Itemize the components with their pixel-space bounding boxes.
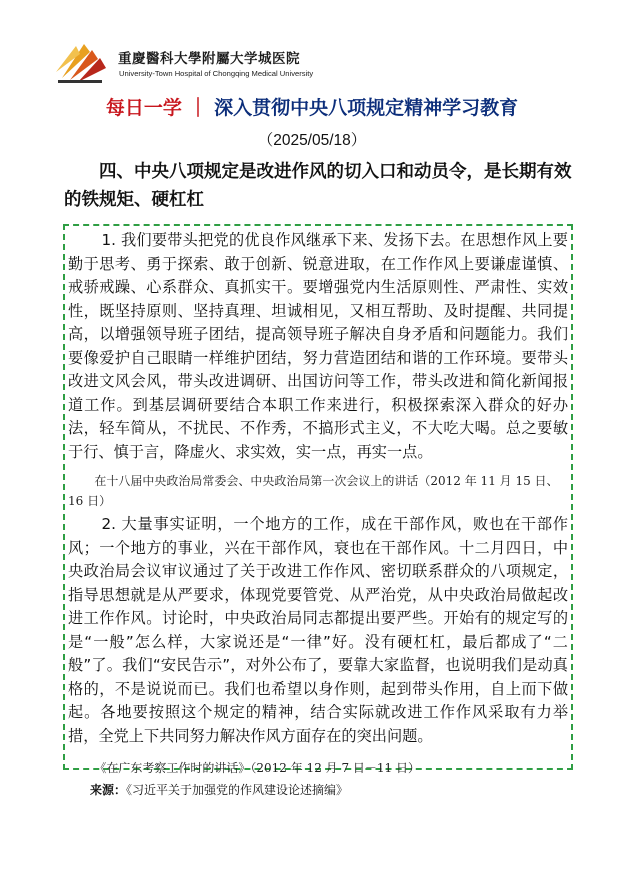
source-line xyxy=(90,781,348,798)
title-main: 深入贯彻中央八项规定精神学习教育 xyxy=(214,97,519,119)
hospital-logo-icon xyxy=(56,42,106,84)
publish-date: （2025/05/18） xyxy=(257,132,367,149)
title-lead: 每日一学 xyxy=(105,97,182,119)
org-name-cn: 重慶醫科大學附屬大学城医院 xyxy=(118,51,300,67)
citation-1: 在十八届中央政治局常委会、中央政治局第一次会议上的讲话（2012 年 11 月 15 日、16 日） xyxy=(68,474,559,508)
title-separator: ｜ xyxy=(188,97,208,119)
hospital-header xyxy=(56,38,356,88)
page-title xyxy=(0,93,624,120)
paragraph-2: 2. 大量事实证明，一个地方的工作，成在干部作风，败也在干部作风；一个地方的事业，兴在干部作风，衰也在干部作风。十二月四日，中央政治局会议审议通过了关于改进工作作风、密切联系群众的八项规定，指导思想就是从严要求，体现党要管党、从严治党，从中央政治局做起改进工作作风。讨论时，中央政治局同志都提出要严些。开始有的规定写的是“一般”怎么样，大家说还是“一律”好。没有硬杠杠，最后都成了“二般”了。我们“安民告示”，对外公布了，要靠大家监督，也说明我们是动真格的，不是说说而已。我们也希望以身作则，起到带头作用，自上而下做起。各地要按照这个规定的精神，结合实际就改进工作作风采取有力举措，全党上下共同努力解决作风方面存在的突出问题。 xyxy=(68,515,568,745)
org-name-en: University-Town Hospital of Chongqing Medical University xyxy=(119,69,314,78)
section-heading: 四、中央八项规定是改进作风的切入口和动员令，是长期有效的铁规矩、硬杠杠 xyxy=(64,162,572,210)
paragraph-1: 1. 我们要带头把党的优良作风继承下来、发扬下去。在思想作风上要勤于思考、勇于探索、敢于创新、锐意进取，在工作作风上要谦虚谨慎、戒骄戒躁、心系群众、真抓实干。要增强党内生活原则性、严肃性、实效性，既坚持原则、坚持真理、坦诚相见，又相互帮助、及时提醒、共同提高，以增强领导班子团结，提高领导班子解决自身矛盾和问题能力。我们要像爱护自己眼睛一样维护团结，努力营造团结和谐的工作环境。要带头改进文风会风，带头改进调研、出国访问等工作，带头改进和简化新闻报道工作。到基层调研要结合本职工作来进行，积极探索深入群众的好办法，轻车简从，不扰民、不作秀，不搞形式主义，不大吃大喝。总之要敏于行、慎于言，降虚火、求实效，实一点，再实一点。 xyxy=(68,231,568,461)
source-reference: 《习近平关于加强党的作风建设论述摘编》 xyxy=(126,783,349,797)
citation-2: 《在广东考察工作时的讲话》（2012 年 12 月 7 日－11 日） xyxy=(94,761,420,775)
source-label: 来源： xyxy=(90,783,127,797)
